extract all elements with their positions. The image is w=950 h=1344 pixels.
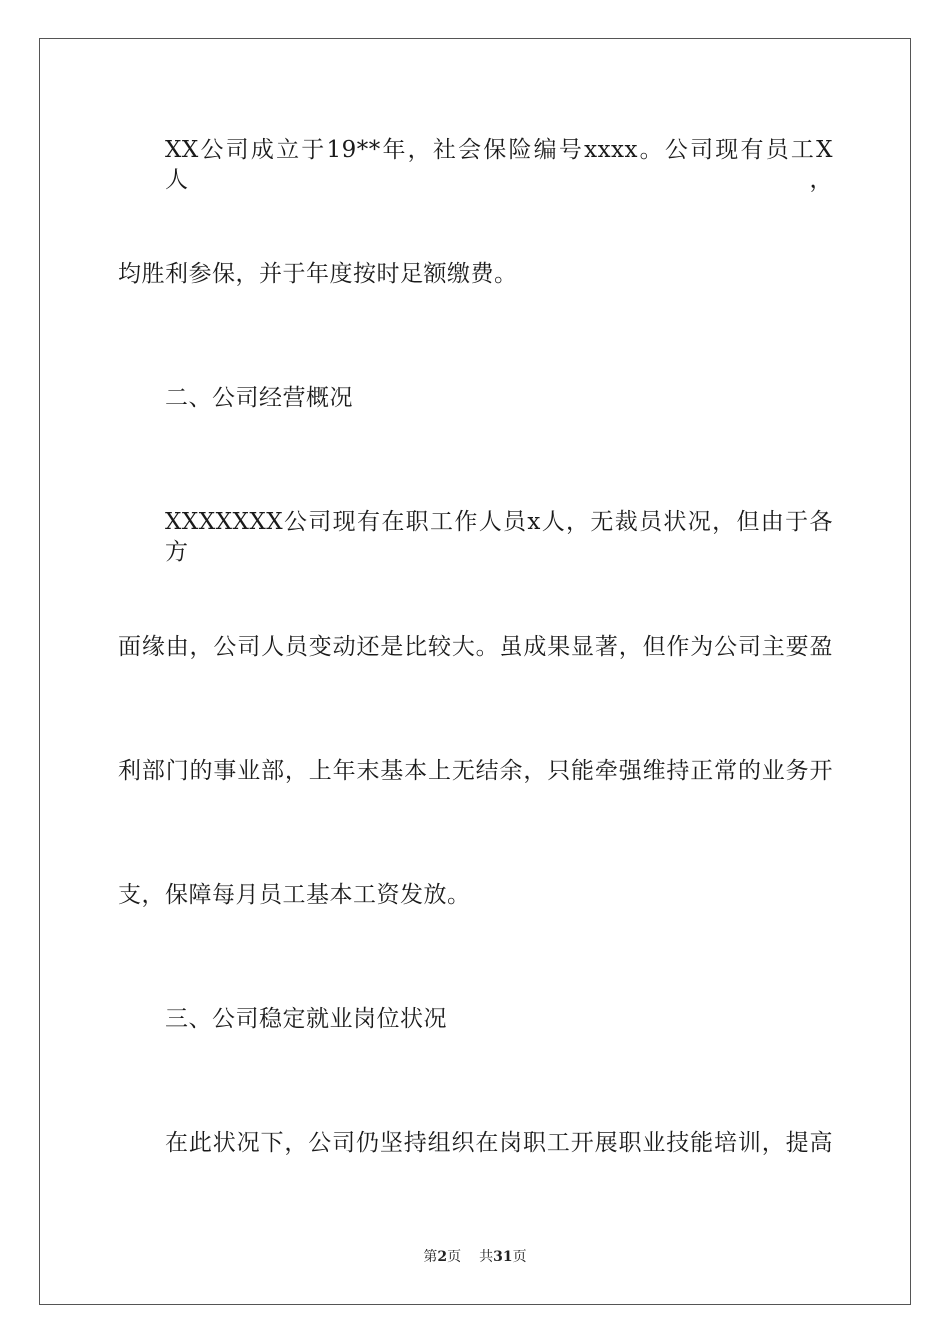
page-border	[39, 38, 911, 1305]
paragraph-line: 支，保障每月员工基本工资发放。	[118, 882, 471, 908]
page-number: 2	[437, 1249, 448, 1265]
paragraph-line: XXXXXXX公司现有在职工作人员x人，无裁员状况，但由于各方	[165, 509, 833, 565]
page-prefix: 第	[423, 1249, 438, 1265]
total-suffix: 页	[512, 1249, 527, 1265]
paragraph-line: 利部门的事业部，上年末基本上无结余，只能牵强维持正常的业务开	[118, 758, 833, 784]
paragraph-line: XX公司成立于19**年，社会保险编号xxxx。公司现有员工X人，	[165, 137, 833, 193]
total-pages: 31	[493, 1249, 513, 1265]
paragraph-line: 均胜利参保，并于年度按时足额缴费。	[118, 261, 518, 287]
paragraph-line: 面缘由，公司人员变动还是比较大。虽成果显著，但作为公司主要盈	[118, 634, 833, 660]
page-suffix: 页	[447, 1249, 462, 1265]
section-heading: 三、公司稳定就业岗位状况	[165, 1006, 447, 1032]
section-heading: 二、公司经营概况	[165, 385, 353, 411]
paragraph-line: 在此状况下，公司仍坚持组织在岗职工开展职业技能培训，提高	[165, 1130, 833, 1156]
total-prefix: 共	[479, 1249, 494, 1265]
page-footer	[0, 1248, 950, 1266]
